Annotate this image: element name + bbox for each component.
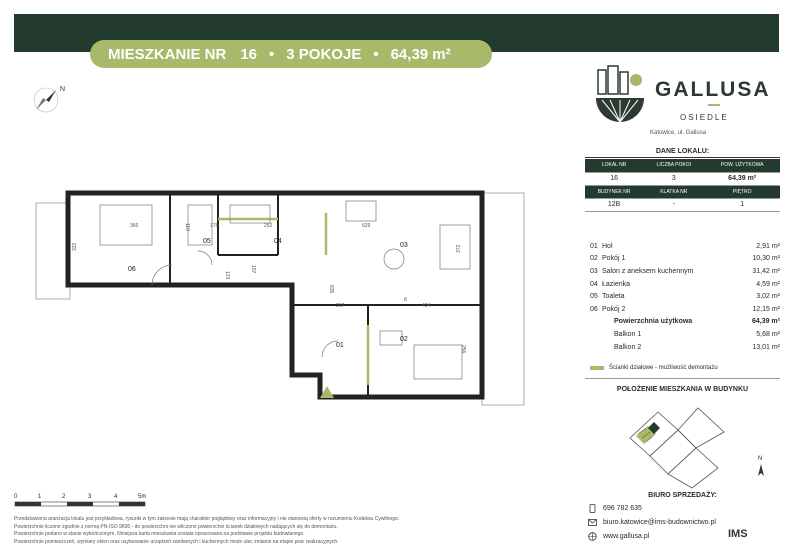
room-list <box>590 240 780 353</box>
room-area: 12,15 m² <box>752 305 780 313</box>
disclaimer-line: Powierzchnie liczone zgodnie z normą PN-ISO 9836 - do powierzchni nie wliczono powierzchni ścianek działowych nadających się do demontażu. <box>14 523 338 530</box>
divider <box>585 378 780 379</box>
brand-name: GALLUSA <box>655 78 771 101</box>
scale-bar <box>14 494 154 512</box>
sales-office-title: BIURO SPRZEDAŻY: <box>648 492 717 499</box>
room-name: Pokój 2 <box>602 305 626 313</box>
header-cell: LOKAL NR <box>585 159 643 172</box>
value-cell: 3 <box>643 172 704 185</box>
dimension-label: 372 <box>456 244 462 253</box>
scale-tick: 2 <box>62 494 66 500</box>
balcony-1 <box>36 203 70 299</box>
room-number: 02 <box>590 255 598 263</box>
balcony-2 <box>482 193 524 405</box>
value-cell: - <box>643 198 704 211</box>
list-item <box>590 240 780 253</box>
apartment-header-pill <box>90 40 492 68</box>
value-cell: 64,39 m² <box>704 172 780 185</box>
value-cell: 12B <box>585 198 643 211</box>
room-name: Łazienka <box>602 280 631 288</box>
dimension-label: 252 <box>264 223 273 229</box>
globe-icon <box>588 532 597 541</box>
apartment-area: 64,39 m² <box>390 45 451 63</box>
room-area: 31,42 m² <box>752 267 780 275</box>
legend-swatch <box>590 366 604 370</box>
disclaimer-line: Powierzchnie pomieszczeń, wymiary okien oraz usytuowanie urządzeń sanitarnych i kuchennych może ulec zmianie na etapie prac realizacyjnych. <box>14 538 339 545</box>
entrance-arrow-icon <box>320 386 334 398</box>
north-arrow-icon <box>757 464 765 476</box>
furniture <box>100 201 470 379</box>
brand-subtitle: OSIEDLE <box>680 113 729 122</box>
balcony-name: Balkon 1 <box>614 330 642 338</box>
value-cell: 16 <box>585 172 643 185</box>
room-count: 3 POKOJE <box>286 45 362 63</box>
phone-number: 696 782 635 <box>603 505 642 512</box>
location-title: POŁOŻENIE MIESZKANIA W BUDYNKU <box>616 386 749 393</box>
total-area: 64,39 m² <box>751 318 780 326</box>
unit-data-title: DANE LOKALU: <box>585 148 780 158</box>
room-number: 01 <box>590 242 598 250</box>
balcony-area: 5,68 m² <box>756 330 780 338</box>
room-number: 06 <box>590 305 598 313</box>
address: Katowice, ul. Gallusa <box>650 130 707 136</box>
total-label: Powierzchnia użytkowa <box>614 318 693 326</box>
building-key-plan <box>620 398 738 490</box>
legend <box>590 365 718 371</box>
balcony-area: 13,01 m² <box>752 343 780 351</box>
contact-phone <box>588 504 642 513</box>
room-label: 05 <box>203 238 211 245</box>
header-cell: PIĘTRO <box>704 185 780 198</box>
room-area: 4,59 m² <box>756 280 780 288</box>
dimension-label: 123 <box>224 271 230 280</box>
contact-web <box>588 532 649 541</box>
apartment-number: 16 <box>240 45 258 63</box>
room-area: 10,30 m² <box>752 255 780 263</box>
list-item <box>590 278 780 291</box>
list-item <box>590 303 780 316</box>
keyplan-north-label: N <box>758 456 763 462</box>
website-link[interactable]: www.gallusa.pl <box>603 533 650 540</box>
room-label: 03 <box>400 242 408 249</box>
mail-icon <box>588 518 597 527</box>
dimension-label: 404 <box>422 303 431 309</box>
header-cell: LICZBA POKOI <box>643 159 704 172</box>
scale-tick: 0 <box>14 494 18 500</box>
room-number: 05 <box>590 293 598 301</box>
phone-icon <box>588 504 597 513</box>
room-area: 2,91 m² <box>756 242 780 250</box>
separator-dot: • <box>269 45 275 63</box>
header-cell: POW. UŻYTKOWA <box>704 159 780 172</box>
list-item <box>590 253 780 266</box>
value-cell: 1 <box>704 198 780 211</box>
list-item <box>590 290 780 303</box>
dimension-label: 110 <box>184 223 190 231</box>
dimension-label: 332 <box>72 242 78 251</box>
room-label: 01 <box>336 342 344 349</box>
unit-data-table <box>585 159 780 212</box>
compass-icon <box>30 82 70 122</box>
room-label: 06 <box>128 266 136 273</box>
compass-north-label: N <box>60 86 66 93</box>
room-name: Pokój 1 <box>602 255 626 263</box>
scale-tick: 5m <box>138 494 147 500</box>
separator-dot: • <box>373 45 379 63</box>
dimension-label: 8 <box>404 297 407 303</box>
disclaimer <box>14 516 574 546</box>
legend-label: Ścianki działowe - możliwość demontażu <box>609 365 718 371</box>
room-name: Hol <box>602 242 613 250</box>
balcony-name: Balkon 2 <box>614 343 642 351</box>
dimension-label: 107 <box>250 265 256 274</box>
room-name: Toaleta <box>602 293 625 301</box>
list-item <box>590 341 780 354</box>
room-number: 03 <box>590 267 598 275</box>
dimension-label: 256 <box>460 345 466 354</box>
room-name: Salon z aneksem kuchennym <box>602 267 694 275</box>
contact-email <box>588 518 716 527</box>
floor-plan <box>30 185 570 410</box>
dimension-label: 178 <box>210 223 219 229</box>
scale-tick: 3 <box>88 494 92 500</box>
list-item <box>590 265 780 278</box>
dimension-label: 629 <box>362 223 371 229</box>
brand-divider <box>708 104 720 106</box>
dimension-label: 635 <box>328 285 334 294</box>
room-number: 04 <box>590 280 598 288</box>
room-label: 02 <box>400 336 408 343</box>
header-cell: BUDYNEK NR <box>585 185 643 198</box>
ims-logo: IMS <box>728 528 748 540</box>
scale-tick: 1 <box>38 494 42 500</box>
list-item <box>590 328 780 341</box>
total-area-row <box>590 316 780 329</box>
header-cell: KLATKA NR <box>643 185 704 198</box>
email-link[interactable]: biuro.katowice@ims-budownictwo.pl <box>603 519 716 526</box>
room-area: 3,02 m² <box>756 293 780 301</box>
room-label: 04 <box>274 238 282 245</box>
dimension-label: 217 <box>336 303 345 309</box>
dimension-label: 366 <box>130 223 139 229</box>
apartment-label: MIESZKANIE NR <box>108 45 227 63</box>
disclaimer-line: Przedstawiona aranżacja lokalu jest przykładowa, rysunki w tym zakresie mają charakter poglądowy oraz informacyjny i nie stanowią oferty w rozumieniu Kodeksu Cywilnego. <box>14 516 400 522</box>
scale-tick: 4 <box>114 494 118 500</box>
disclaimer-line: Powierzchnie podano w stanie wykończonym. Niniejsza karta mieszkania została opracowana na podstawie projektu budowlanego. <box>14 531 305 538</box>
